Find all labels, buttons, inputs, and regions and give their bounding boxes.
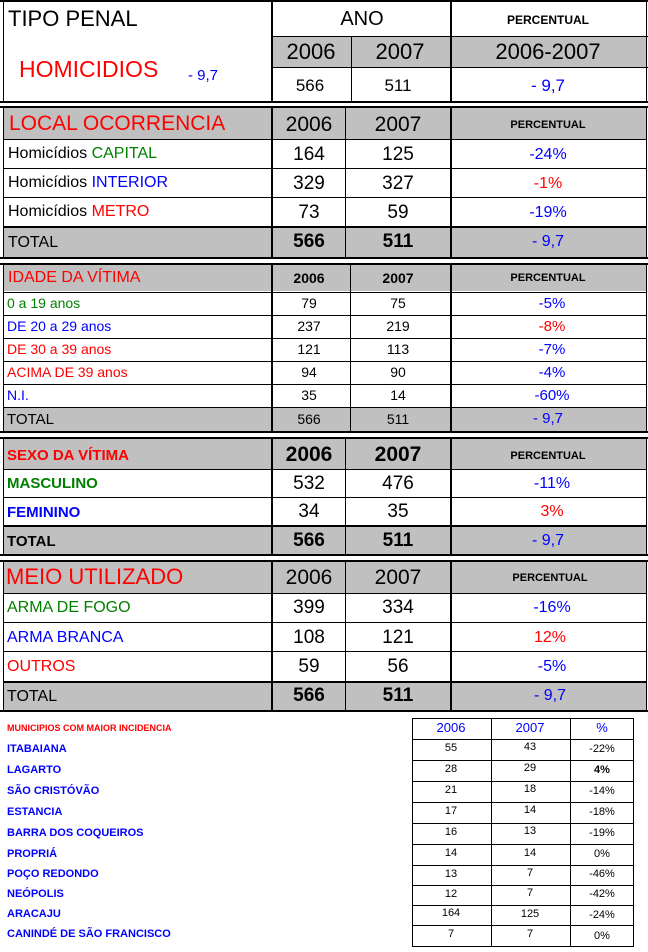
year-2007-header: 2007 [375,39,425,64]
meio-total-2007: 511 [382,685,414,706]
idade-row-2007: 75 [390,295,406,311]
municipio-label: SÃO CRISTÓVÃO [7,785,100,797]
municipio-pct: 4% [594,764,610,776]
municipio-pct: -46% [589,868,615,880]
municipios-col-2007: 2007 [515,720,545,735]
local-metro-2006: 73 [298,202,320,223]
sexo-row-label: MASCULINO [7,475,98,492]
homicidios-total-pct: - 9,7 [530,76,566,95]
municipio-2006: 16 [444,826,458,838]
meio-col-2006: 2006 [285,566,333,589]
sexo-total-2006: 566 [293,530,325,551]
sexo-col-2006: 2006 [285,443,333,466]
municipio-2007: 14 [523,804,537,816]
municipio-2006: 7 [447,928,455,940]
idade-row-label: ACIMA DE 39 anos [7,364,128,380]
local-capital-2006: 164 [293,144,325,165]
municipio-label: ARACAJU [7,908,61,920]
local-total-label: TOTAL [8,234,59,251]
municipio-label: CANINDÉ DE SÃO FRANCISCO [7,928,171,940]
sexo-title: SEXO DA VÍTIMA [7,447,129,464]
municipio-pct: -18% [589,806,615,818]
municipio-2006: 17 [444,805,458,817]
municipios-title: MUNICIPIOS COM MAIOR INCIDENCIA [7,723,172,733]
municipio-label: LAGARTO [7,764,62,776]
idade-row-label: 0 a 19 anos [7,295,81,311]
municipio-2007: 13 [523,825,537,837]
idade-row-label: N.I. [7,387,29,403]
idade-row-pct: -5% [538,295,566,312]
local-capital-2007: 125 [382,144,414,165]
local-interior-2006: 329 [293,173,325,194]
meio-total-2006: 566 [293,685,325,706]
meio-total-label: TOTAL [7,688,58,705]
municipio-pct: -14% [589,785,615,797]
meio-row-2006: 108 [293,627,325,648]
meio-row-2007: 121 [382,627,414,648]
idade-total-2007: 511 [386,411,410,427]
municipio-2006: 28 [444,763,458,775]
municipio-2006: 13 [444,868,458,880]
local-row-interior: Homicídios INTERIOR [8,174,169,191]
local-row-metro: Homicídios METRO [8,203,150,220]
homicidios-2007: 511 [384,76,412,95]
range-header: 2006-2007 [495,39,601,64]
idade-row-2007: 219 [386,318,410,334]
sexo-row-pct: 3% [540,503,564,520]
sexo-total-2007: 511 [382,530,414,551]
idade-row-2006: 94 [301,364,317,380]
municipio-pct: -22% [589,743,615,755]
municipio-2007: 29 [523,762,537,774]
municipio-2007: 14 [523,847,537,859]
sexo-col-pct: PERCENTUAL [510,450,586,462]
meio-row-pct: -5% [537,658,567,675]
year-2006-header: 2006 [286,39,336,64]
municipio-label: ITABAIANA [7,743,67,755]
municipio-2006: 21 [444,784,458,796]
local-total-2006: 566 [293,231,325,252]
idade-row-pct: -4% [538,364,566,381]
idade-total-label: TOTAL [7,411,54,428]
idade-row-2007: 90 [390,364,406,380]
municipio-2006: 14 [444,847,458,859]
meio-row-2006: 59 [298,656,320,677]
municipio-2007: 43 [523,741,537,753]
sexo-total-pct: - 9,7 [531,532,565,549]
meio-col-pct: PERCENTUAL [512,572,588,584]
idade-col-pct: PERCENTUAL [510,272,586,284]
idade-col-2006: 2006 [293,270,325,286]
tipo-penal-header: TIPO PENAL [8,6,138,31]
municipio-label: PROPRIÁ [7,848,58,860]
homicidios-2006: 566 [295,76,325,95]
municipio-2006: 12 [444,888,458,900]
municipio-2007: 7 [526,867,534,879]
meio-row-label: ARMA DE FOGO [7,599,131,616]
idade-total-pct: - 9,7 [532,410,564,427]
sexo-row-2006: 532 [293,473,325,494]
meio-row-pct: 12% [533,629,567,646]
local-row-capital: Homicídios CAPITAL [8,145,158,162]
idade-row-label: DE 20 a 29 anos [7,318,112,334]
municipio-pct: 0% [594,930,610,942]
local-col-2006: 2006 [285,113,333,136]
idade-col-2007: 2007 [382,270,414,286]
homicidios-pct: - 9,7 [188,67,219,84]
local-interior-2007: 327 [382,173,414,194]
municipio-label: POÇO REDONDO [7,868,99,880]
local-metro-pct: -19% [529,204,567,221]
meio-row-2007: 56 [387,656,409,677]
local-metro-2007: 59 [387,202,409,223]
municipio-pct: -42% [589,888,615,900]
municipio-2007: 7 [526,928,534,940]
municipio-2006: 164 [441,907,461,919]
idade-row-2007: 113 [386,341,410,357]
homicidios-title: HOMICIDIOS [19,56,159,82]
local-total-pct: - 9,7 [531,233,565,250]
idade-row-2006: 79 [301,295,317,311]
meio-row-label: ARMA BRANCA [7,629,124,646]
municipio-label: NEÓPOLIS [7,888,64,900]
percentual-header: PERCENTUAL [506,13,590,27]
meio-total-pct: - 9,7 [533,687,567,704]
local-capital-pct: -24% [529,146,567,163]
idade-row-2006: 237 [297,318,321,334]
idade-row-label: DE 30 a 39 anos [7,341,112,357]
meio-title: MEIO UTILIZADO [6,564,184,589]
idade-total-2006: 566 [297,411,321,427]
ano-header: ANO [340,8,384,30]
local-title: LOCAL OCORRENCIA [9,112,226,135]
municipio-2007: 125 [520,908,540,920]
municipios-col-2006: 2006 [436,720,466,735]
municipio-2007: 18 [523,783,537,795]
municipio-pct: -24% [589,909,615,921]
sexo-row-2007: 476 [382,473,414,494]
local-col-pct: PERCENTUAL [510,119,586,131]
idade-row-2007: 14 [390,387,406,403]
meio-col-2007: 2007 [374,566,422,589]
local-col-2007: 2007 [374,113,422,136]
idade-row-pct: -8% [538,318,566,335]
sexo-row-2006: 34 [298,501,320,522]
sexo-row-pct: -11% [533,475,571,492]
municipios-col-pct: % [596,720,608,735]
local-interior-pct: -1% [533,175,563,192]
idade-row-2006: 35 [301,387,317,403]
meio-row-2007: 334 [382,597,414,618]
meio-row-2006: 399 [293,597,325,618]
municipio-pct: -19% [589,827,615,839]
municipio-2007: 7 [526,887,534,899]
sexo-col-2007: 2007 [374,443,422,466]
municipio-2006: 55 [444,742,458,754]
idade-title: IDADE DA VÍTIMA [8,269,141,286]
meio-row-pct: -16% [533,599,571,616]
sexo-row-2007: 35 [387,501,409,522]
municipio-label: BARRA DOS COQUEIROS [7,827,144,839]
municipio-label: ESTANCIA [7,806,63,818]
municipio-pct: 0% [594,848,610,860]
idade-row-2006: 121 [297,341,321,357]
sexo-row-label: FEMININO [7,504,81,521]
sexo-total-label: TOTAL [7,533,56,550]
idade-row-pct: -60% [534,387,570,404]
local-total-2007: 511 [382,231,414,252]
idade-row-pct: -7% [538,341,566,358]
meio-row-label: OUTROS [7,658,76,675]
